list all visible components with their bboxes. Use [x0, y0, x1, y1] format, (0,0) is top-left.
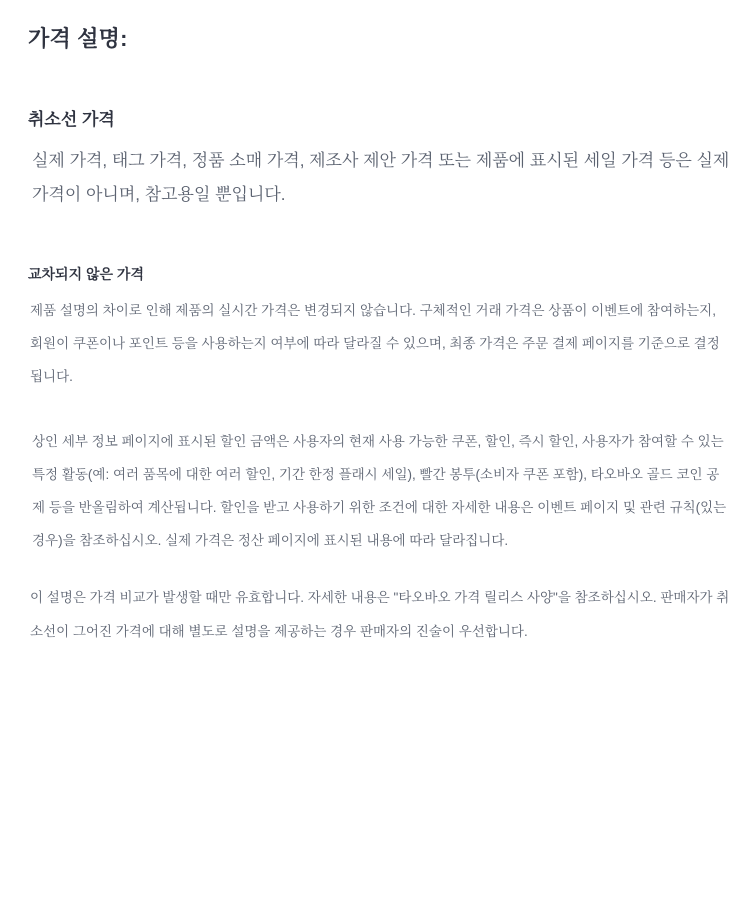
price-description-document — [0, 22, 750, 902]
paragraph-spacer — [20, 393, 730, 415]
section-strikethrough-price — [20, 105, 730, 212]
paragraph-realtime-price: 제품 설명의 차이로 인해 제품의 실시간 가격은 변경되지 않습니다. 구체적인 거래 가격은 상품이 이벤트에 참여하는지, 회원이 쿠폰이나 포인트 등을 사용하는지 여부에 따라 달라질 수 있으며, 최종 가격은 주문 결제 페이지를 기준으로 결정됩니다. — [30, 303, 720, 385]
page-title: 가격 설명: — [28, 26, 128, 51]
section-heading-non-crossed-price: 교차되지 않은 가격 — [28, 266, 144, 282]
paragraph-spacer-2 — [20, 557, 730, 571]
paragraph-discount-calculation: 상인 세부 정보 페이지에 표시된 할인 금액은 사용자의 현재 사용 가능한 쿠폰, 할인, 즉시 할인, 사용자가 참여할 수 있는 특정 활동(예: 여러 품목에 대한 여러 할인, 기간 한정 플래시 세일), 빨간 봉투(소비자 쿠폰 포함), 타오바오 골드 코인 공제 등을 반올림하여 계산됩니다. 할인을 받고 사용하기 위한 조건에 대한 자세한 내용은 이벤트 페이지 및 관련 규칙(있는 경우)을 참조하십시오. 실제 가격은 정산 페이지에 표시된 내용에 따라 달라집니다. — [32, 434, 727, 549]
paragraph-price-comparison-note: 이 설명은 가격 비교가 발생할 때만 유효합니다. 자세한 내용은 "타오바오 가격 릴리스 사양"을 참조하십시오. 판매자가 취소선이 그어진 가격에 대해 별도로 설명을 제공하는 경우 판매자의 진술이 우선합니다. — [30, 590, 730, 639]
section-non-crossed-price — [20, 264, 730, 648]
section-heading-strikethrough-price: 취소선 가격 — [28, 110, 115, 129]
section-lead-text: 실제 가격, 태그 가격, 정품 소매 가격, 제조사 제안 가격 또는 제품에 표시된 세일 가격 등은 실제 가격이 아니며, 참고용일 뿐입니다. — [32, 151, 730, 204]
